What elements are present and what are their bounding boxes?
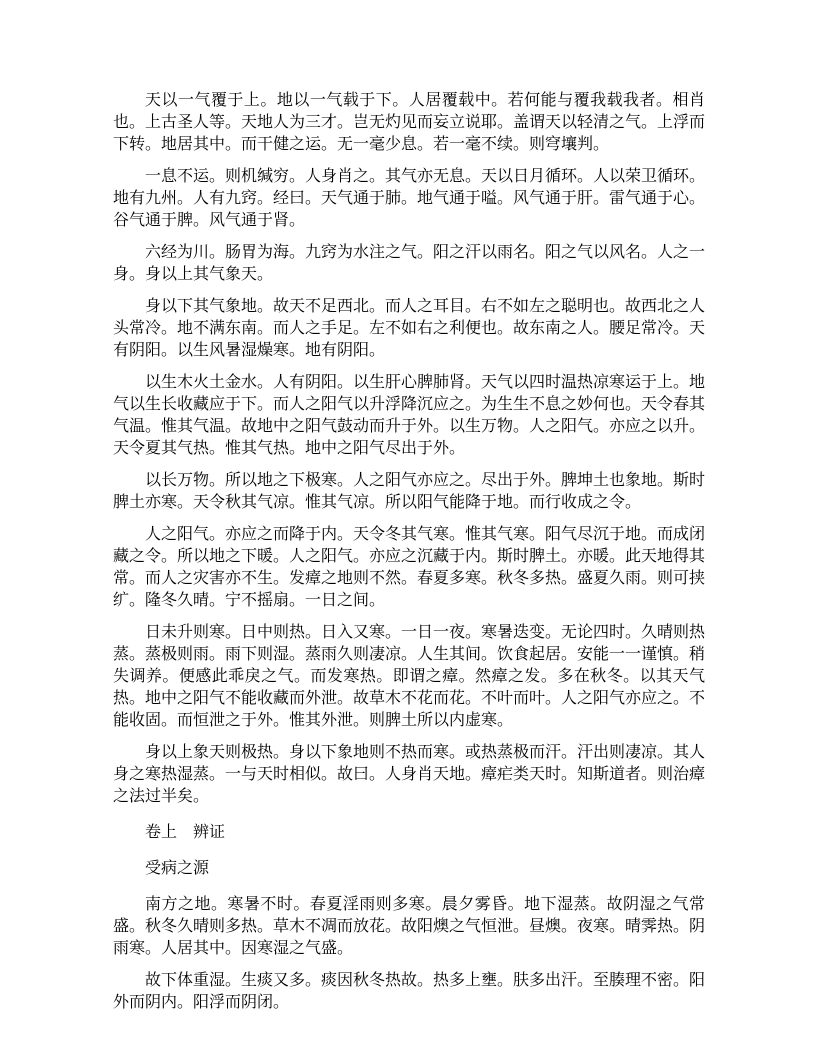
paragraph: 南方之地。寒暑不时。春夏淫雨则多寒。晨夕雾昏。地下湿蒸。故阴湿之气常盛。秋冬久晴则多热。草木不凋而放花。故阳燠之气恒泄。昼燠。夜寒。晴霁热。阴雨寒。人居其中。因寒湿之气盛。 xyxy=(113,896,706,957)
paragraph: 六经为川。肠胃为海。九窍为水注之气。阳之汗以雨名。阳之气以风名。人之一身。身以上其气象天。 xyxy=(113,244,706,283)
paragraph: 一息不运。则机缄穷。人身肖之。其气亦无息。天以日月循环。人以荣卫循环。地有九州。人有九窍。经曰。天气通于肺。地气通于嗌。风气通于肝。雷气通于心。谷气通于脾。风气通于肾。 xyxy=(113,168,706,229)
paragraph: 日未升则寒。日中则热。日入又寒。一日一夜。寒暑迭变。无论四时。久晴则热蒸。蒸极则雨。雨下则湿。蒸雨久则凄凉。人生其间。饮食起居。安能一一谨慎。稍失调养。便感此乖戾之气。而发寒热。即谓之瘴。然瘴之发。多在秋冬。以其天气热。地中之阳气不能收藏而外泄。故草木不花而花。不叶而叶。人之阳气亦应之。不能收固。而恒泄之于外。惟其外泄。则脾土所以内虚寒。 xyxy=(113,624,706,729)
paragraph: 以生木火土金水。人有阴阳。以生肝心脾肺肾。天气以四时温热凉寒运于上。地气以生长收藏应于下。而人之阳气以升浮降沉应之。为生生不息之妙何也。天令春其气温。惟其气温。故地中之阳气鼓动而升于外。以生万物。人之阳气。亦应之以升。天令夏其气热。惟其气热。地中之阳气尽出于外。 xyxy=(113,374,706,457)
section-heading: 受病之源 xyxy=(145,860,210,877)
paragraph: 天以一气覆于上。地以一气载于下。人居覆载中。若何能与覆我载我者。相肖也。上古圣人等。天地人为三才。岂无灼见而妄立说耶。盖谓天以轻清之气。上浮而下转。地居其中。而干健之运。无一毫少息。若一毫不续。则穹壤判。 xyxy=(113,92,706,153)
paragraph: 身以下其气象地。故天不足西北。而人之耳目。右不如左之聪明也。故西北之人头常冷。地不满东南。而人之手足。左不如右之利便也。故东南之人。腰足常冷。天有阴阳。以生风暑湿燥寒。地有阴阳。 xyxy=(113,298,706,359)
paragraph: 故下体重湿。生痰又多。痰因秋冬热故。热多上壅。肤多出汗。至腠理不密。阳外而阴内。阳浮而阴闭。 xyxy=(113,972,706,1011)
chapter-heading: 卷上 辨证 xyxy=(145,824,226,841)
paragraph: 人之阳气。亦应之而降于内。天令冬其气寒。惟其气寒。阳气尽沉于地。而成闭藏之令。所以地之下暖。人之阳气。亦应之沉藏于内。斯时脾土。亦暖。此天地得其常。而人之灾害亦不生。发瘴之地则不然。春夏多寒。秋冬多热。盛夏久雨。则可挟纩。隆冬久晴。宁不摇扇。一日之间。 xyxy=(113,526,706,609)
paragraph: 以长万物。所以地之下极寒。人之阳气亦应之。尽出于外。脾坤土也象地。斯时脾土亦寒。天令秋其气凉。惟其气凉。所以阳气能降于地。而行收成之令。 xyxy=(113,472,706,511)
paragraph: 身以上象天则极热。身以下象地则不热而寒。或热蒸极而汗。汗出则凄凉。其人身之寒热湿蒸。一与天时相似。故曰。人身肖天地。瘴疟类天时。知斯道者。则治瘴之法过半矣。 xyxy=(113,744,706,805)
